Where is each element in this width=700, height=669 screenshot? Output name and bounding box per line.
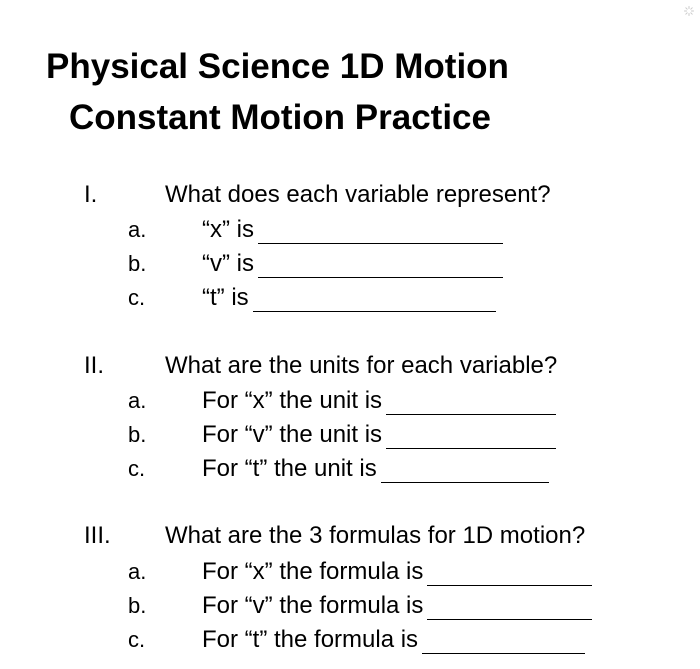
answer-blank[interactable] — [386, 392, 556, 415]
section-1-item-a-letter: a. — [128, 217, 147, 242]
section-1-item-a-text: “x” is — [202, 216, 254, 243]
section-2-numeral: II. — [84, 352, 105, 379]
page-title-line-1: Physical Science 1D Motion — [46, 47, 509, 86]
answer-blank[interactable] — [422, 631, 585, 654]
answer-blank[interactable] — [258, 255, 503, 278]
answer-blank[interactable] — [427, 597, 592, 620]
section-2-item-c — [202, 455, 549, 483]
section-1-item-b — [202, 250, 503, 278]
answer-blank[interactable] — [381, 460, 549, 483]
section-1-item-c — [202, 284, 496, 312]
section-3-item-b-text: For “v” the formula is — [202, 592, 424, 619]
section-3-item-a — [202, 558, 592, 586]
answer-blank[interactable] — [386, 426, 556, 449]
section-1-question: What does each variable represent? — [165, 181, 551, 208]
answer-blank[interactable] — [427, 563, 592, 586]
section-3-numeral: III. — [84, 522, 111, 549]
section-3-item-c-letter: c. — [128, 627, 146, 652]
section-2-item-a-letter: a. — [128, 388, 147, 413]
section-3-question: What are the 3 formulas for 1D motion? — [165, 522, 586, 549]
section-3-item-c-text: For “t” the formula is — [202, 626, 419, 653]
section-2-item-a — [202, 387, 556, 415]
section-2-item-c-text: For “t” the unit is — [202, 455, 377, 482]
section-1-numeral: I. — [84, 181, 98, 208]
section-2-question: What are the units for each variable? — [165, 352, 558, 379]
section-2-item-c-letter: c. — [128, 456, 146, 481]
section-2-item-a-text: For “x” the unit is — [202, 387, 383, 414]
section-2-item-b — [202, 421, 556, 449]
section-1-item-b-letter: b. — [128, 251, 147, 276]
section-3-item-a-letter: a. — [128, 559, 147, 584]
section-2-item-b-text: For “v” the unit is — [202, 421, 383, 448]
section-2-item-b-letter: b. — [128, 422, 147, 447]
section-3-item-a-text: For “x” the formula is — [202, 558, 424, 585]
section-3-item-b-letter: b. — [128, 593, 147, 618]
section-3-item-c — [202, 626, 585, 654]
section-3-item-b — [202, 592, 592, 620]
loading-spinner-icon — [684, 6, 694, 16]
section-1-item-c-letter: c. — [128, 285, 146, 310]
section-1-item-a — [202, 216, 503, 244]
page-title-line-2: Constant Motion Practice — [69, 98, 491, 137]
answer-blank[interactable] — [253, 289, 496, 312]
section-1-item-b-text: “v” is — [202, 250, 254, 277]
answer-blank[interactable] — [258, 221, 503, 244]
section-1-item-c-text: “t” is — [202, 284, 249, 311]
